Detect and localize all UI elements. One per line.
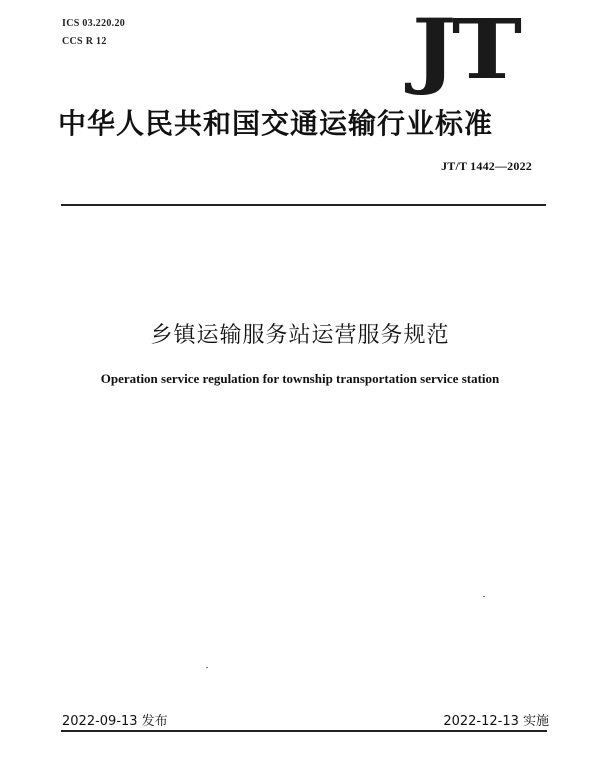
standard-title-chinese: 乡镇运输服务站运营服务规范 [150,323,450,348]
standard-title-english: Operation service regulation for township transportation service station [100,371,500,386]
scan-speck [206,667,208,668]
organization-title: 中华人民共和国交通运输行业标准 [58,107,494,140]
ics-code: ICS 03.220.20 [62,18,126,29]
standard-number: JT/T 1442—2022 [441,159,532,173]
jt-logo: JT [411,2,518,98]
scan-speck [483,596,485,597]
publish-date: 2022-09-13 发布 [62,714,168,729]
top-divider [61,204,546,206]
effective-date: 2022-12-13 实施 [443,714,549,729]
bottom-divider [61,730,547,732]
ccs-code: CCS R 12 [62,36,107,47]
